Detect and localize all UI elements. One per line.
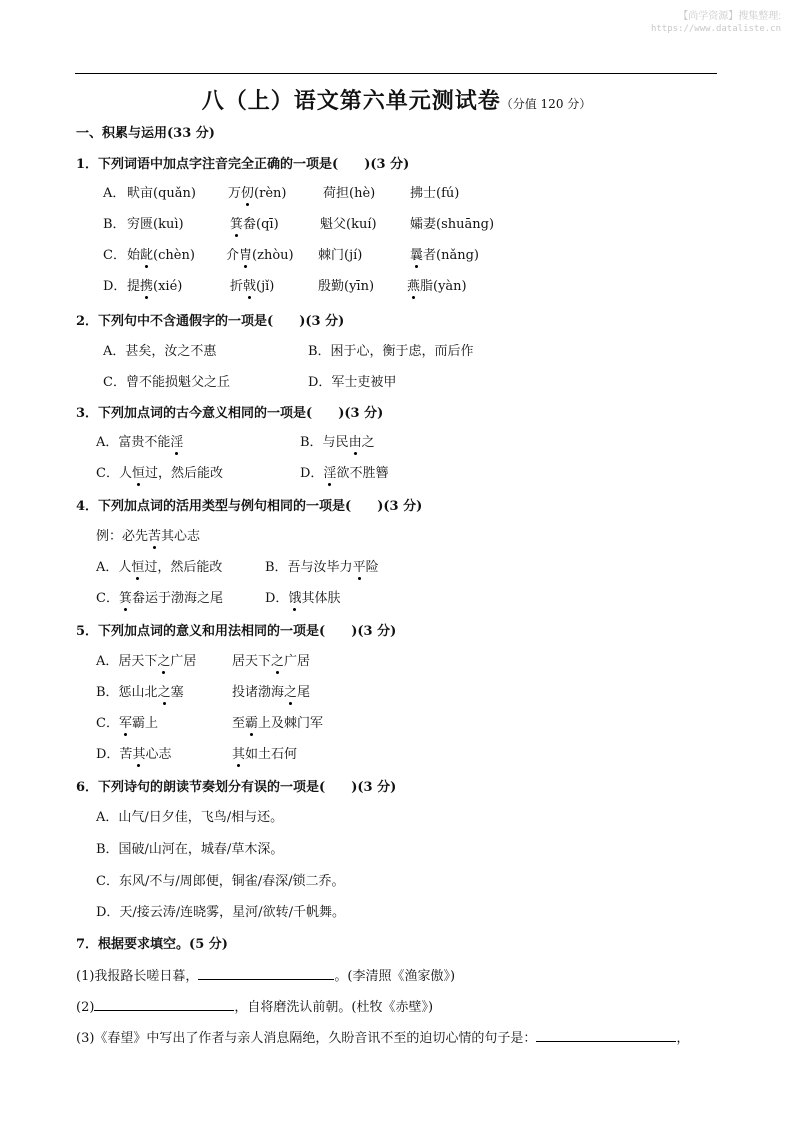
q1-c-word2: 介 (226, 248, 240, 263)
q5-b-left-rest: 塞 (170, 685, 184, 700)
q4-b-dotted: 平 (352, 560, 366, 575)
q4-example-rest: 其心志 (161, 529, 201, 544)
title-score: （分值 120 分） (500, 97, 592, 111)
q4-example (96, 528, 200, 546)
q1-c-word2-dotted: 胄 (239, 248, 253, 263)
q7-2-text: (2) (76, 1000, 95, 1015)
q4-d-text: D． (265, 591, 289, 606)
q5-a-right-dotted: 之 (271, 654, 285, 669)
q1-c-word1-pinyin: (chèn) (153, 248, 195, 263)
q1-a-word3-rest: 担(hè) (336, 186, 376, 201)
q7-stem: 7．根据要求填空。(5 分) (76, 937, 228, 952)
q1-a-word3: 荷 (323, 186, 337, 201)
q5-d-left-rest: 心志 (145, 747, 172, 762)
q4-option-a (96, 559, 222, 577)
watermark-line1: 【尚学资源】搜集整理: (678, 11, 781, 22)
watermark (651, 10, 781, 35)
q7-1-source: 。(李清照《渔家傲》) (334, 969, 456, 984)
q1-d-word2: 折 (230, 279, 244, 294)
q1-b-word3-rest: 父(kuí) (333, 217, 377, 232)
q4-c-text: C． (96, 591, 119, 606)
q1-d-word1-dotted: 携 (140, 279, 154, 294)
option-label: B． (103, 217, 126, 232)
q5-d-left-dotted: 其 (132, 747, 146, 762)
q4-example-dotted: 苦 (148, 529, 162, 544)
q1-b-word2-char2: 畚 (243, 217, 257, 232)
q1-a-word2-dotted: 仞 (241, 186, 255, 201)
q1-c-word4-rest: 者(nǎng) (423, 248, 479, 263)
q5-a-left-dotted: 之 (157, 654, 171, 669)
q5-c-left-rest: 霸上 (131, 716, 158, 731)
q4-option-d (265, 590, 340, 608)
option-label: D． (103, 279, 127, 294)
q1-b-word1-char2: 匮 (140, 217, 154, 232)
q3-b-rest: 之 (361, 435, 375, 450)
q1-b-word1: 穷 (127, 217, 141, 232)
q5-c-left-dotted: 军 (118, 716, 132, 731)
q3-c-dotted: 恒 (131, 466, 145, 481)
q4-a-text: A．人 (96, 560, 132, 575)
q1-c-word1-dotted: 龀 (140, 248, 154, 263)
q7-1-blank[interactable] (198, 967, 334, 980)
q5-c-right-dotted: 霸 (245, 716, 259, 731)
q2-option-d: D．军士吏被甲 (308, 375, 397, 390)
q2-option-b: B．困于心，衡于虑，而后作 (308, 344, 474, 359)
q5-d-left: D．苦 (96, 747, 133, 762)
q1-c-word1: 始 (127, 248, 141, 263)
q3-b-dotted: 由 (348, 435, 362, 450)
page-title (0, 84, 793, 115)
q5-b-right: 投诸渤海 (232, 685, 285, 700)
q7-item-1 (76, 967, 455, 986)
q1-d-word1: 提 (127, 279, 141, 294)
q5-a-right: 居天下 (232, 654, 272, 669)
q1-b-word1-pinyin: (kuì) (153, 217, 184, 232)
q7-item-3 (76, 1029, 689, 1048)
q4-c-rest: 畚运于渤海之尾 (131, 591, 223, 606)
q4-b-text: B．吾与汝毕力 (265, 560, 353, 575)
q7-item-2 (76, 998, 433, 1017)
q3-option-c (96, 465, 223, 483)
q5-d-right-rest: 如土石何 (245, 747, 298, 762)
q4-d-dotted: 饿 (288, 591, 302, 606)
q3-b-text: B．与民 (300, 435, 349, 450)
q5-a-left-rest: 广居 (170, 654, 197, 669)
q1-d-word1-pinyin: (xié) (153, 279, 183, 294)
q1-a-word1: 畎 (127, 186, 141, 201)
q1-d-word2-pinyin: (jǐ) (256, 279, 275, 294)
q6-option-d: D．天/接云涛/连晓雾，星河/欲转/千帆舞。 (96, 905, 345, 920)
q6-option-a: A．山气/日夕佳，飞鸟/相与还。 (96, 810, 284, 825)
q4-example-text: 例：必先 (96, 529, 149, 544)
q1-d-word4-rest: 脂(yàn) (420, 279, 467, 294)
q1-b-word2-pinyin: (qī) (256, 217, 279, 232)
title-main: 八（上）语文第六单元测试卷 (201, 88, 501, 114)
q3-stem: 3．下列加点词的古今意义相同的一项是( )(3 分) (76, 406, 384, 421)
q7-1-text: (1)我报路长嗟日暮， (76, 969, 199, 984)
q1-b-word4: 孀 (410, 217, 424, 232)
q1-b-word2-dotted: 箕 (230, 217, 244, 232)
q1-c-word3: 棘 (318, 248, 332, 263)
q4-option-c (96, 590, 223, 608)
q1-b-word4-rest: 妻(shuāng) (423, 217, 495, 232)
q5-b-left-dotted: 之 (157, 685, 171, 700)
q5-c-left: C． (96, 716, 119, 731)
q7-3-blank[interactable] (536, 1029, 676, 1042)
q3-a-text: A．富贵不能 (96, 435, 171, 450)
q1-d-word3: 殷 (318, 279, 332, 294)
q3-option-b (300, 434, 375, 452)
q4-option-b (265, 559, 379, 577)
q3-option-d (300, 465, 388, 483)
q4-a-rest: 过，然后能改 (144, 560, 223, 575)
q6-option-c: C．东风/不与/周郎便，铜雀/春深/锁二乔。 (96, 874, 345, 889)
q3-c-text: C．人 (96, 466, 132, 481)
q1-c-word2-pinyin: (zhòu) (252, 248, 294, 263)
q6-option-b: B．国破/山河在，城春/草木深。 (96, 842, 284, 857)
q3-c-rest: 过，然后能改 (144, 466, 223, 481)
q5-b-right-dotted: 之 (284, 685, 298, 700)
option-label: A． (103, 186, 126, 201)
q7-2-blank[interactable] (94, 998, 234, 1011)
section-heading: 一、积累与运用(33 分) (76, 126, 215, 141)
q7-3-text: (3)《春望》中写出了作者与亲人消息隔绝，久盼音讯不至的迫切心情的句子是： (76, 1031, 537, 1046)
q5-stem: 5．下列加点词的意义和用法相同的一项是( )(3 分) (76, 624, 397, 639)
q1-a-word2-pinyin: (rèn) (254, 186, 287, 201)
q4-a-dotted: 恒 (131, 560, 145, 575)
q2-stem: 2．下列句中不含通假字的一项是( )(3 分) (76, 314, 345, 329)
q1-stem: 1．下列词语中加点字注音完全正确的一项是( )(3 分) (76, 157, 410, 172)
option-label: C． (103, 248, 126, 263)
q1-d-word3-rest: 勤(yīn) (331, 279, 375, 294)
q2-option-a: A．甚矣，汝之不惠 (103, 344, 217, 359)
q1-a-word1-rest: 亩(quǎn) (140, 186, 196, 201)
q2-option-c: C．曾不能损魁父之丘 (103, 375, 230, 390)
q4-c-dotted: 箕 (118, 591, 132, 606)
q1-d-word4-dotted: 燕 (407, 279, 421, 294)
q4-d-rest: 其体肤 (301, 591, 341, 606)
q6-stem: 6．下列诗句的朗读节奏划分有误的一项是( )(3 分) (76, 780, 397, 795)
q3-option-a (96, 434, 183, 452)
q1-a-word4-rest: 士(fú) (423, 186, 460, 201)
watermark-line2: https://www.dataliste.cn (650, 24, 781, 34)
q3-d-text: D． (300, 466, 324, 481)
q5-a-right-rest: 广居 (284, 654, 311, 669)
q5-b-left: B．惩山北 (96, 685, 158, 700)
q1-c-word4-dotted: 曩 (410, 248, 424, 263)
q1-b-word3: 魁 (320, 217, 334, 232)
header-rule (75, 73, 717, 74)
q5-d-right-dotted: 其 (232, 747, 246, 762)
q3-d-rest: 欲不胜簪 (336, 466, 389, 481)
q5-b-right-rest: 尾 (297, 685, 311, 700)
q7-2-source: ，自将磨洗认前朝。(杜牧《赤壁》) (234, 1000, 434, 1015)
q1-d-word2-dotted: 戟 (243, 279, 257, 294)
q1-a-word4: 拂 (410, 186, 424, 201)
q1-c-word3-rest: 门(jí) (331, 248, 363, 263)
q4-b-rest: 险 (365, 560, 379, 575)
q4-stem: 4．下列加点词的活用类型与例句相同的一项是( )(3 分) (76, 499, 423, 514)
q3-a-dotted: 淫 (170, 435, 184, 450)
q1-a-word2: 万 (228, 186, 242, 201)
q7-3-comma: ， (676, 1031, 690, 1046)
q5-c-right: 至 (232, 716, 246, 731)
q3-d-dotted: 淫 (323, 466, 337, 481)
q5-c-right-rest: 上及棘门军 (258, 716, 324, 731)
q5-a-left: A．居天下 (96, 654, 158, 669)
